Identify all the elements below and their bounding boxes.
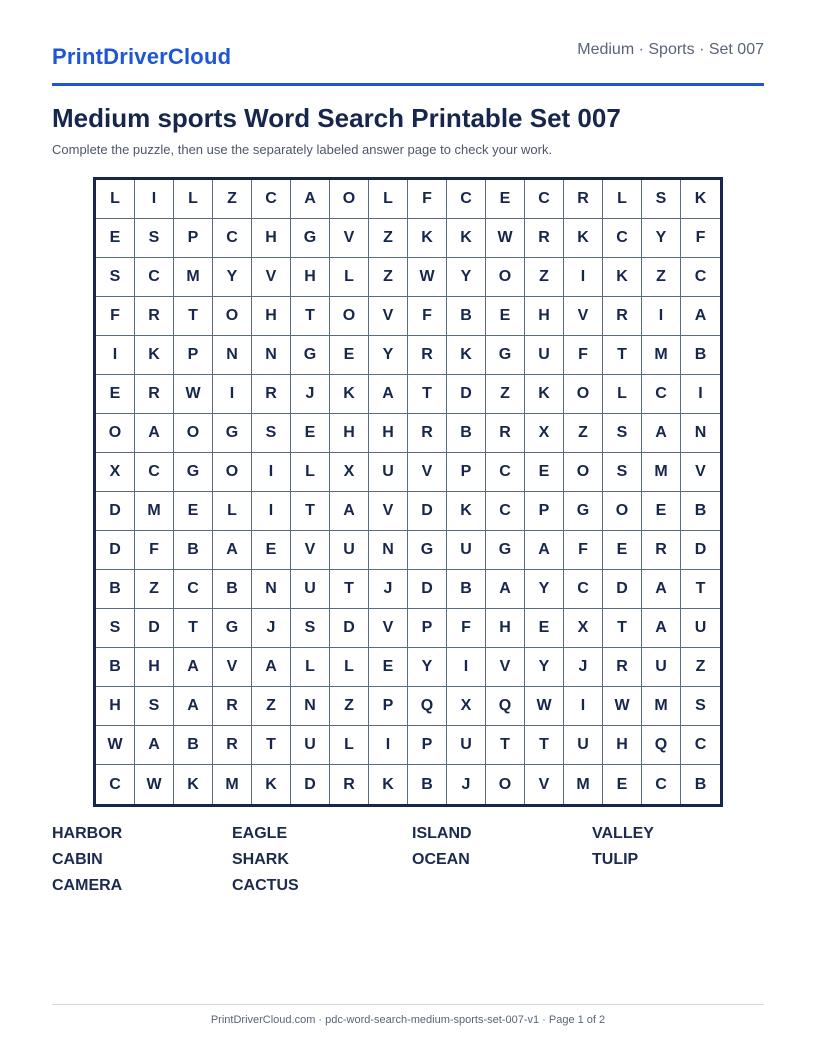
grid-cell: O — [486, 765, 525, 804]
word-list-item: EAGLE — [232, 825, 288, 842]
grid-cell: M — [564, 765, 603, 804]
grid-cell: S — [681, 687, 720, 726]
grid-cell: O — [330, 297, 369, 336]
word-list-item: VALLEY — [592, 825, 654, 842]
grid-cell: C — [564, 570, 603, 609]
grid-cell: C — [642, 765, 681, 804]
grid-cell: U — [291, 726, 330, 765]
grid-cell: C — [486, 453, 525, 492]
grid-cell: G — [291, 336, 330, 375]
grid-cell: K — [564, 219, 603, 258]
grid-cell: B — [96, 648, 135, 687]
grid-cell: O — [330, 180, 369, 219]
grid-cell: K — [447, 219, 486, 258]
grid-cell: C — [135, 453, 174, 492]
grid-cell: P — [447, 453, 486, 492]
grid-cell: D — [96, 492, 135, 531]
word-list-item: TULIP — [592, 851, 639, 868]
grid-cell: M — [135, 492, 174, 531]
grid-cell: T — [174, 297, 213, 336]
grid-cell: G — [564, 492, 603, 531]
grid-cell: V — [564, 297, 603, 336]
grid-cell: N — [681, 414, 720, 453]
grid-cell: E — [603, 531, 642, 570]
page-subtitle: Complete the puzzle, then use the separately labeled answer page to check your work. — [52, 142, 553, 157]
grid-cell: H — [291, 258, 330, 297]
grid-cell: F — [408, 180, 447, 219]
grid-cell: G — [486, 336, 525, 375]
grid-cell: B — [447, 414, 486, 453]
word-list-item: HARBOR — [52, 825, 123, 842]
grid-cell: Q — [486, 687, 525, 726]
grid-cell: R — [252, 375, 291, 414]
grid-cell: E — [174, 492, 213, 531]
grid-cell: W — [96, 726, 135, 765]
grid-cell: Z — [486, 375, 525, 414]
grid-cell: A — [174, 648, 213, 687]
grid-cell: I — [681, 375, 720, 414]
grid-cell: D — [291, 765, 330, 804]
grid-cell: A — [252, 648, 291, 687]
grid-cell: A — [135, 414, 174, 453]
grid-cell: I — [213, 375, 252, 414]
grid-cell: Z — [135, 570, 174, 609]
grid-cell: H — [369, 414, 408, 453]
grid-cell: L — [330, 648, 369, 687]
grid-cell: M — [213, 765, 252, 804]
grid-cell: C — [174, 570, 213, 609]
grid-cell: Q — [642, 726, 681, 765]
grid-cell: U — [525, 336, 564, 375]
grid-cell: E — [486, 180, 525, 219]
grid-cell: O — [174, 414, 213, 453]
grid-cell: W — [135, 765, 174, 804]
grid-cell: U — [447, 531, 486, 570]
grid-cell: X — [96, 453, 135, 492]
grid-cell: L — [291, 648, 330, 687]
grid-cell: P — [369, 687, 408, 726]
grid-cell: G — [408, 531, 447, 570]
grid-cell: A — [642, 609, 681, 648]
grid-cell: S — [96, 609, 135, 648]
grid-cell: V — [525, 765, 564, 804]
grid-cell: J — [369, 570, 408, 609]
grid-cell: D — [447, 375, 486, 414]
grid-cell: H — [252, 297, 291, 336]
grid-cell: O — [603, 492, 642, 531]
grid-cell: D — [96, 531, 135, 570]
grid-cell: E — [96, 375, 135, 414]
grid-cell: N — [213, 336, 252, 375]
grid-cell: R — [213, 726, 252, 765]
grid-cell: A — [681, 297, 720, 336]
grid-cell: K — [447, 492, 486, 531]
grid-cell: J — [252, 609, 291, 648]
word-list-item: CABIN — [52, 851, 103, 868]
grid-cell: V — [291, 531, 330, 570]
grid-cell: N — [291, 687, 330, 726]
grid-cell: R — [525, 219, 564, 258]
grid-cell: Z — [330, 687, 369, 726]
grid-cell: H — [525, 297, 564, 336]
grid-cell: G — [213, 414, 252, 453]
grid-cell: C — [603, 219, 642, 258]
grid-cell: R — [408, 414, 447, 453]
grid-cell: V — [369, 492, 408, 531]
page-footer: PrintDriverCloud.com · pdc-word-search-medium-sports-set-007-v1 · Page 1 of 2 — [210, 1014, 606, 1026]
grid-cell: C — [681, 726, 720, 765]
grid-cell: L — [291, 453, 330, 492]
grid-cell: T — [291, 492, 330, 531]
grid-cell: E — [642, 492, 681, 531]
grid-cell: A — [486, 570, 525, 609]
grid-cell: I — [642, 297, 681, 336]
grid-cell: H — [252, 219, 291, 258]
grid-cell: I — [564, 687, 603, 726]
word-list-item: CAMERA — [52, 877, 123, 894]
grid-cell: R — [603, 297, 642, 336]
grid-cell: Y — [408, 648, 447, 687]
grid-cell: L — [213, 492, 252, 531]
grid-cell: L — [603, 180, 642, 219]
grid-cell: E — [330, 336, 369, 375]
grid-cell: P — [525, 492, 564, 531]
grid-cell: K — [525, 375, 564, 414]
grid-cell: X — [447, 687, 486, 726]
grid-cell: J — [291, 375, 330, 414]
grid-cell: I — [447, 648, 486, 687]
grid-cell: U — [447, 726, 486, 765]
grid-cell: E — [96, 219, 135, 258]
grid-cell: B — [96, 570, 135, 609]
grid-cell: C — [252, 180, 291, 219]
grid-cell: R — [642, 531, 681, 570]
grid-cell: O — [213, 453, 252, 492]
grid-cell: D — [603, 570, 642, 609]
grid-cell: L — [369, 180, 408, 219]
grid-cell: E — [603, 765, 642, 804]
grid-cell: G — [174, 453, 213, 492]
grid-cell: Q — [408, 687, 447, 726]
grid-cell: L — [603, 375, 642, 414]
grid-cell: Y — [213, 258, 252, 297]
grid-cell: W — [603, 687, 642, 726]
grid-cell: F — [447, 609, 486, 648]
grid-cell: S — [135, 219, 174, 258]
grid-cell: W — [174, 375, 213, 414]
grid-cell: M — [642, 687, 681, 726]
grid-cell: L — [174, 180, 213, 219]
grid-cell: E — [525, 453, 564, 492]
grid-cell: A — [135, 726, 174, 765]
grid-cell: J — [564, 648, 603, 687]
grid-cell: C — [525, 180, 564, 219]
grid-cell: R — [603, 648, 642, 687]
grid-cell: F — [408, 297, 447, 336]
grid-cell: G — [486, 531, 525, 570]
grid-cell: W — [525, 687, 564, 726]
grid-cell: P — [174, 219, 213, 258]
header-divider — [52, 83, 764, 86]
word-list-item: CACTUS — [232, 877, 299, 894]
grid-cell: H — [603, 726, 642, 765]
word-list-item: ISLAND — [412, 825, 472, 842]
grid-cell: O — [486, 258, 525, 297]
grid-cell: E — [486, 297, 525, 336]
grid-cell: T — [330, 570, 369, 609]
grid-cell: Y — [525, 648, 564, 687]
grid-cell: C — [96, 765, 135, 804]
grid-cell: R — [564, 180, 603, 219]
word-search-grid — [93, 177, 723, 807]
grid-cell: F — [564, 531, 603, 570]
grid-cell: D — [135, 609, 174, 648]
grid-cell: K — [135, 336, 174, 375]
grid-cell: Y — [447, 258, 486, 297]
grid-cell: K — [681, 180, 720, 219]
grid-cell: C — [213, 219, 252, 258]
grid-cell: V — [213, 648, 252, 687]
grid-cell: D — [408, 492, 447, 531]
grid-cell: T — [603, 609, 642, 648]
grid-cell: Z — [369, 258, 408, 297]
grid-cell: K — [369, 765, 408, 804]
grid-cell: R — [135, 297, 174, 336]
grid-cell: P — [408, 726, 447, 765]
grid-cell: K — [447, 336, 486, 375]
grid-cell: O — [564, 453, 603, 492]
grid-cell: X — [564, 609, 603, 648]
grid-cell: F — [135, 531, 174, 570]
grid-cell: O — [96, 414, 135, 453]
grid-cell: S — [642, 180, 681, 219]
grid-cell: Z — [564, 414, 603, 453]
grid-cell: X — [330, 453, 369, 492]
grid-cell: B — [408, 765, 447, 804]
grid-cell: O — [564, 375, 603, 414]
grid-cell: C — [447, 180, 486, 219]
grid-cell: G — [291, 219, 330, 258]
grid-cell: C — [135, 258, 174, 297]
word-list-item: OCEAN — [412, 851, 470, 868]
grid-cell: H — [330, 414, 369, 453]
grid-cell: T — [174, 609, 213, 648]
grid-cell: L — [330, 258, 369, 297]
grid-cell: W — [408, 258, 447, 297]
grid-cell: I — [96, 336, 135, 375]
grid-cell: K — [174, 765, 213, 804]
grid-cell: S — [96, 258, 135, 297]
grid-cell: K — [408, 219, 447, 258]
grid-cell: M — [174, 258, 213, 297]
grid-cell: H — [96, 687, 135, 726]
grid-cell: K — [330, 375, 369, 414]
grid-cell: K — [252, 765, 291, 804]
grid-cell: A — [330, 492, 369, 531]
grid-cell: V — [369, 609, 408, 648]
grid-cell: M — [642, 336, 681, 375]
grid-cell: V — [408, 453, 447, 492]
grid-cell: Z — [369, 219, 408, 258]
grid-cell: A — [291, 180, 330, 219]
grid-cell: E — [291, 414, 330, 453]
grid-cell: T — [252, 726, 291, 765]
grid-cell: E — [252, 531, 291, 570]
grid-cell: Y — [369, 336, 408, 375]
grid-cell: K — [603, 258, 642, 297]
grid-cell: A — [213, 531, 252, 570]
grid-cell: L — [330, 726, 369, 765]
grid-cell: V — [486, 648, 525, 687]
grid-cell: A — [369, 375, 408, 414]
grid-cell: U — [681, 609, 720, 648]
grid-cell: B — [174, 726, 213, 765]
grid-cell: V — [252, 258, 291, 297]
grid-cell: H — [486, 609, 525, 648]
grid-cell: G — [213, 609, 252, 648]
grid-cell: T — [681, 570, 720, 609]
grid-cell: Z — [525, 258, 564, 297]
grid-cell: U — [369, 453, 408, 492]
grid-cell: M — [642, 453, 681, 492]
grid-cell: U — [642, 648, 681, 687]
grid-cell: H — [135, 648, 174, 687]
grid-cell: Z — [642, 258, 681, 297]
grid-cell: I — [135, 180, 174, 219]
grid-cell: X — [525, 414, 564, 453]
grid-cell: U — [564, 726, 603, 765]
grid-cell: R — [486, 414, 525, 453]
grid-cell: W — [486, 219, 525, 258]
grid-cell: Y — [525, 570, 564, 609]
grid-cell: B — [681, 492, 720, 531]
grid-cell: A — [642, 414, 681, 453]
grid-cell: L — [96, 180, 135, 219]
grid-cell: N — [252, 570, 291, 609]
grid-cell: Y — [642, 219, 681, 258]
grid-cell: B — [447, 570, 486, 609]
grid-cell: T — [291, 297, 330, 336]
grid-cell: D — [408, 570, 447, 609]
word-list — [52, 825, 772, 895]
grid-cell: V — [369, 297, 408, 336]
grid-cell: T — [603, 336, 642, 375]
grid-cell: B — [694, 775, 707, 793]
page-title: Medium sports Word Search Printable Set 007 — [52, 103, 621, 133]
grid-cell: Z — [681, 648, 720, 687]
grid-cell: S — [135, 687, 174, 726]
grid-cell: V — [330, 219, 369, 258]
grid-cell: S — [252, 414, 291, 453]
grid-cell: R — [330, 765, 369, 804]
grid-cell: U — [291, 570, 330, 609]
word-list-item: SHARK — [232, 851, 289, 868]
grid-cell: E — [525, 609, 564, 648]
grid-cell: C — [681, 258, 720, 297]
grid-cell: T — [408, 375, 447, 414]
grid-cell: S — [603, 453, 642, 492]
grid-cell: S — [291, 609, 330, 648]
grid-cell: R — [408, 336, 447, 375]
grid-cell: C — [642, 375, 681, 414]
grid-cell: A — [174, 687, 213, 726]
grid-cell: I — [564, 258, 603, 297]
grid-cell: P — [174, 336, 213, 375]
grid-cell: F — [96, 297, 135, 336]
grid-cell: J — [447, 765, 486, 804]
grid-cell: T — [486, 726, 525, 765]
grid-cell: F — [564, 336, 603, 375]
grid-cell: A — [525, 531, 564, 570]
grid-cell: V — [681, 453, 720, 492]
grid-cell: F — [681, 219, 720, 258]
grid-cell: N — [369, 531, 408, 570]
grid-cell: I — [252, 453, 291, 492]
grid-cell: Z — [213, 180, 252, 219]
brand-logo[interactable]: PrintDriverCloud — [52, 44, 232, 69]
grid-cell: O — [213, 297, 252, 336]
grid-cell: T — [525, 726, 564, 765]
grid-cell: A — [642, 570, 681, 609]
grid-cell: B — [174, 531, 213, 570]
grid-cell: P — [408, 609, 447, 648]
grid-cell: D — [330, 609, 369, 648]
grid-cell: S — [603, 414, 642, 453]
puzzle-meta: Medium · Sports · Set 007 — [577, 41, 764, 58]
grid-cell: B — [447, 297, 486, 336]
grid-cell: B — [213, 570, 252, 609]
grid-cell: N — [252, 336, 291, 375]
grid-cell: B — [681, 336, 720, 375]
page-header — [52, 36, 764, 86]
footer-divider — [52, 1004, 764, 1005]
grid-cell: R — [213, 687, 252, 726]
grid-cell: Z — [252, 687, 291, 726]
grid-cell: I — [369, 726, 408, 765]
grid-cell: R — [135, 375, 174, 414]
grid-cell: U — [330, 531, 369, 570]
grid-cell: E — [369, 648, 408, 687]
grid-cell: I — [252, 492, 291, 531]
grid-cell: D — [681, 531, 720, 570]
grid-cell: C — [486, 492, 525, 531]
